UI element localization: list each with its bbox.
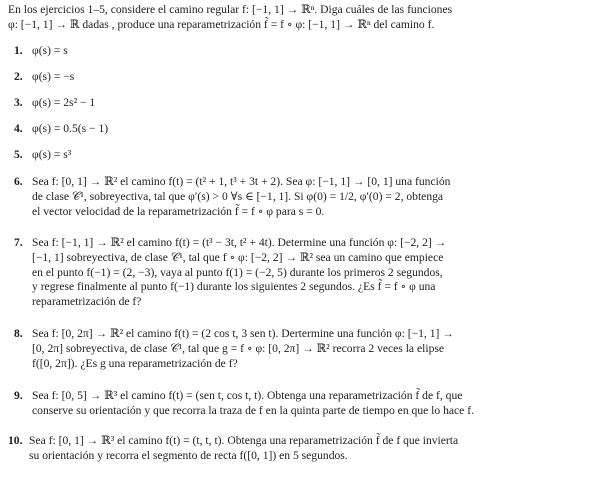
exercise-2 <box>8 70 594 85</box>
exercise-number: 8. <box>14 327 23 340</box>
exercise-4 <box>8 122 594 137</box>
exercise-6 <box>8 175 594 219</box>
exercise-text-line: Sea f: [0, 5] → ℝ³ el camino f(t) = (sen t, cos t, t). Obtenga una reparametrización f̃ de f, que <box>32 389 463 402</box>
exercise-text-line: Sea f: [−1, 1] → ℝ² el camino f(t) = (t³ − 3t, t² + 4t). Determine una función φ: [−2, 2] → <box>32 236 447 249</box>
exercise-text-line: Sea f: [0, 2π] → ℝ² el camino f(t) = (2 cos t, 3 sen t). Dertermine una función φ: [−1, 1] → <box>32 327 454 340</box>
exercise-text-line: su orientación y recorra el segmento de recta f([0, 1]) en 5 segundos. <box>29 448 348 462</box>
exercise-text: φ(s) = 0.5(s − 1) <box>32 122 109 135</box>
exercise-text-line: [−1, 1] sobreyectiva, de clase 𝒞¹, tal que f ∘ φ: [−2, 2] → ℝ² sea un camino que empiece <box>32 250 444 264</box>
exercise-number: 5. <box>14 148 23 161</box>
exercise-text: φ(s) = s³ <box>32 148 72 161</box>
instructions-line: φ: [−1, 1] → ℝ dadas , produce una reparametrización f̃ = f ∘ φ: [−1, 1] → ℝⁿ del camino f. <box>8 17 435 31</box>
exercise-8 <box>8 327 594 371</box>
exercise-number: 1. <box>14 44 23 57</box>
instructions-line: En los ejercicios 1–5, considere el camino regular f: [−1, 1] → ℝⁿ. Diga cuáles de las funciones <box>8 3 453 16</box>
instructions-paragraph <box>8 3 594 33</box>
exercise-text-line: Sea f: [0, 1] → ℝ² el camino f(t) = (t² + 1, t³ + 3t + 2). Sea φ: [−1, 1] → [0, 1] una función <box>32 175 451 188</box>
exercise-number: 4. <box>14 122 23 135</box>
exercise-number: 10. <box>8 434 23 447</box>
exercise-number: 3. <box>14 96 23 109</box>
exercise-text-line: reparametrización de f? <box>32 295 142 309</box>
exercise-text-line: y regrese finalmente al punto f(−1) durante los siguientes 2 segundos. ¿Es f̃ = f ∘ φ una <box>32 280 436 294</box>
exercise-number: 7. <box>14 236 23 249</box>
exercise-1 <box>8 44 594 59</box>
exercise-text: φ(s) = 2s² − 1 <box>32 96 96 109</box>
exercise-text-line: [0, 2π] sobreyectiva, de clase 𝒞¹, tal que g = f ∘ φ: [0, 2π] → ℝ² recorra 2 veces la elipse <box>32 341 445 355</box>
exercise-text-line: f([0, 2π]). ¿Es g una reparametrización de f? <box>32 356 238 370</box>
exercise-text-line: conserve su orientación y que recorra la traza de f en la quinta parte de tiempo en que lo hace f. <box>32 403 474 417</box>
exercise-text-line: en el punto f(−1) = (2, −3), vaya al punto f(1) = (−2, 5) durante los primeros 2 segundos, <box>32 265 443 279</box>
exercise-text: φ(s) = −s <box>32 70 75 83</box>
exercise-7 <box>8 236 594 310</box>
exercise-3 <box>8 96 594 111</box>
exercise-number: 9. <box>14 389 23 402</box>
exercise-5 <box>8 148 594 163</box>
exercise-number: 6. <box>14 175 23 188</box>
exercise-number: 2. <box>14 70 23 83</box>
exercise-text-line: el vector velocidad de la reparametrización f̃ = f ∘ φ para s = 0. <box>32 204 325 218</box>
exercise-9 <box>8 389 594 419</box>
exercise-text: φ(s) = s <box>32 44 68 57</box>
exercise-10 <box>8 434 594 464</box>
exercise-text-line: Sea f: [0, 1] → ℝ³ el camino f(t) = (t, t, t). Obtenga una reparametrización f̃ de f que invierta <box>29 434 459 447</box>
exercise-text-line: de clase 𝒞¹, sobreyectiva, tal que φ′(s) > 0 ∀s ∈ [−1, 1]. Si φ(0) = 1/2, φ′(0) = 2, obtenga <box>32 189 444 203</box>
